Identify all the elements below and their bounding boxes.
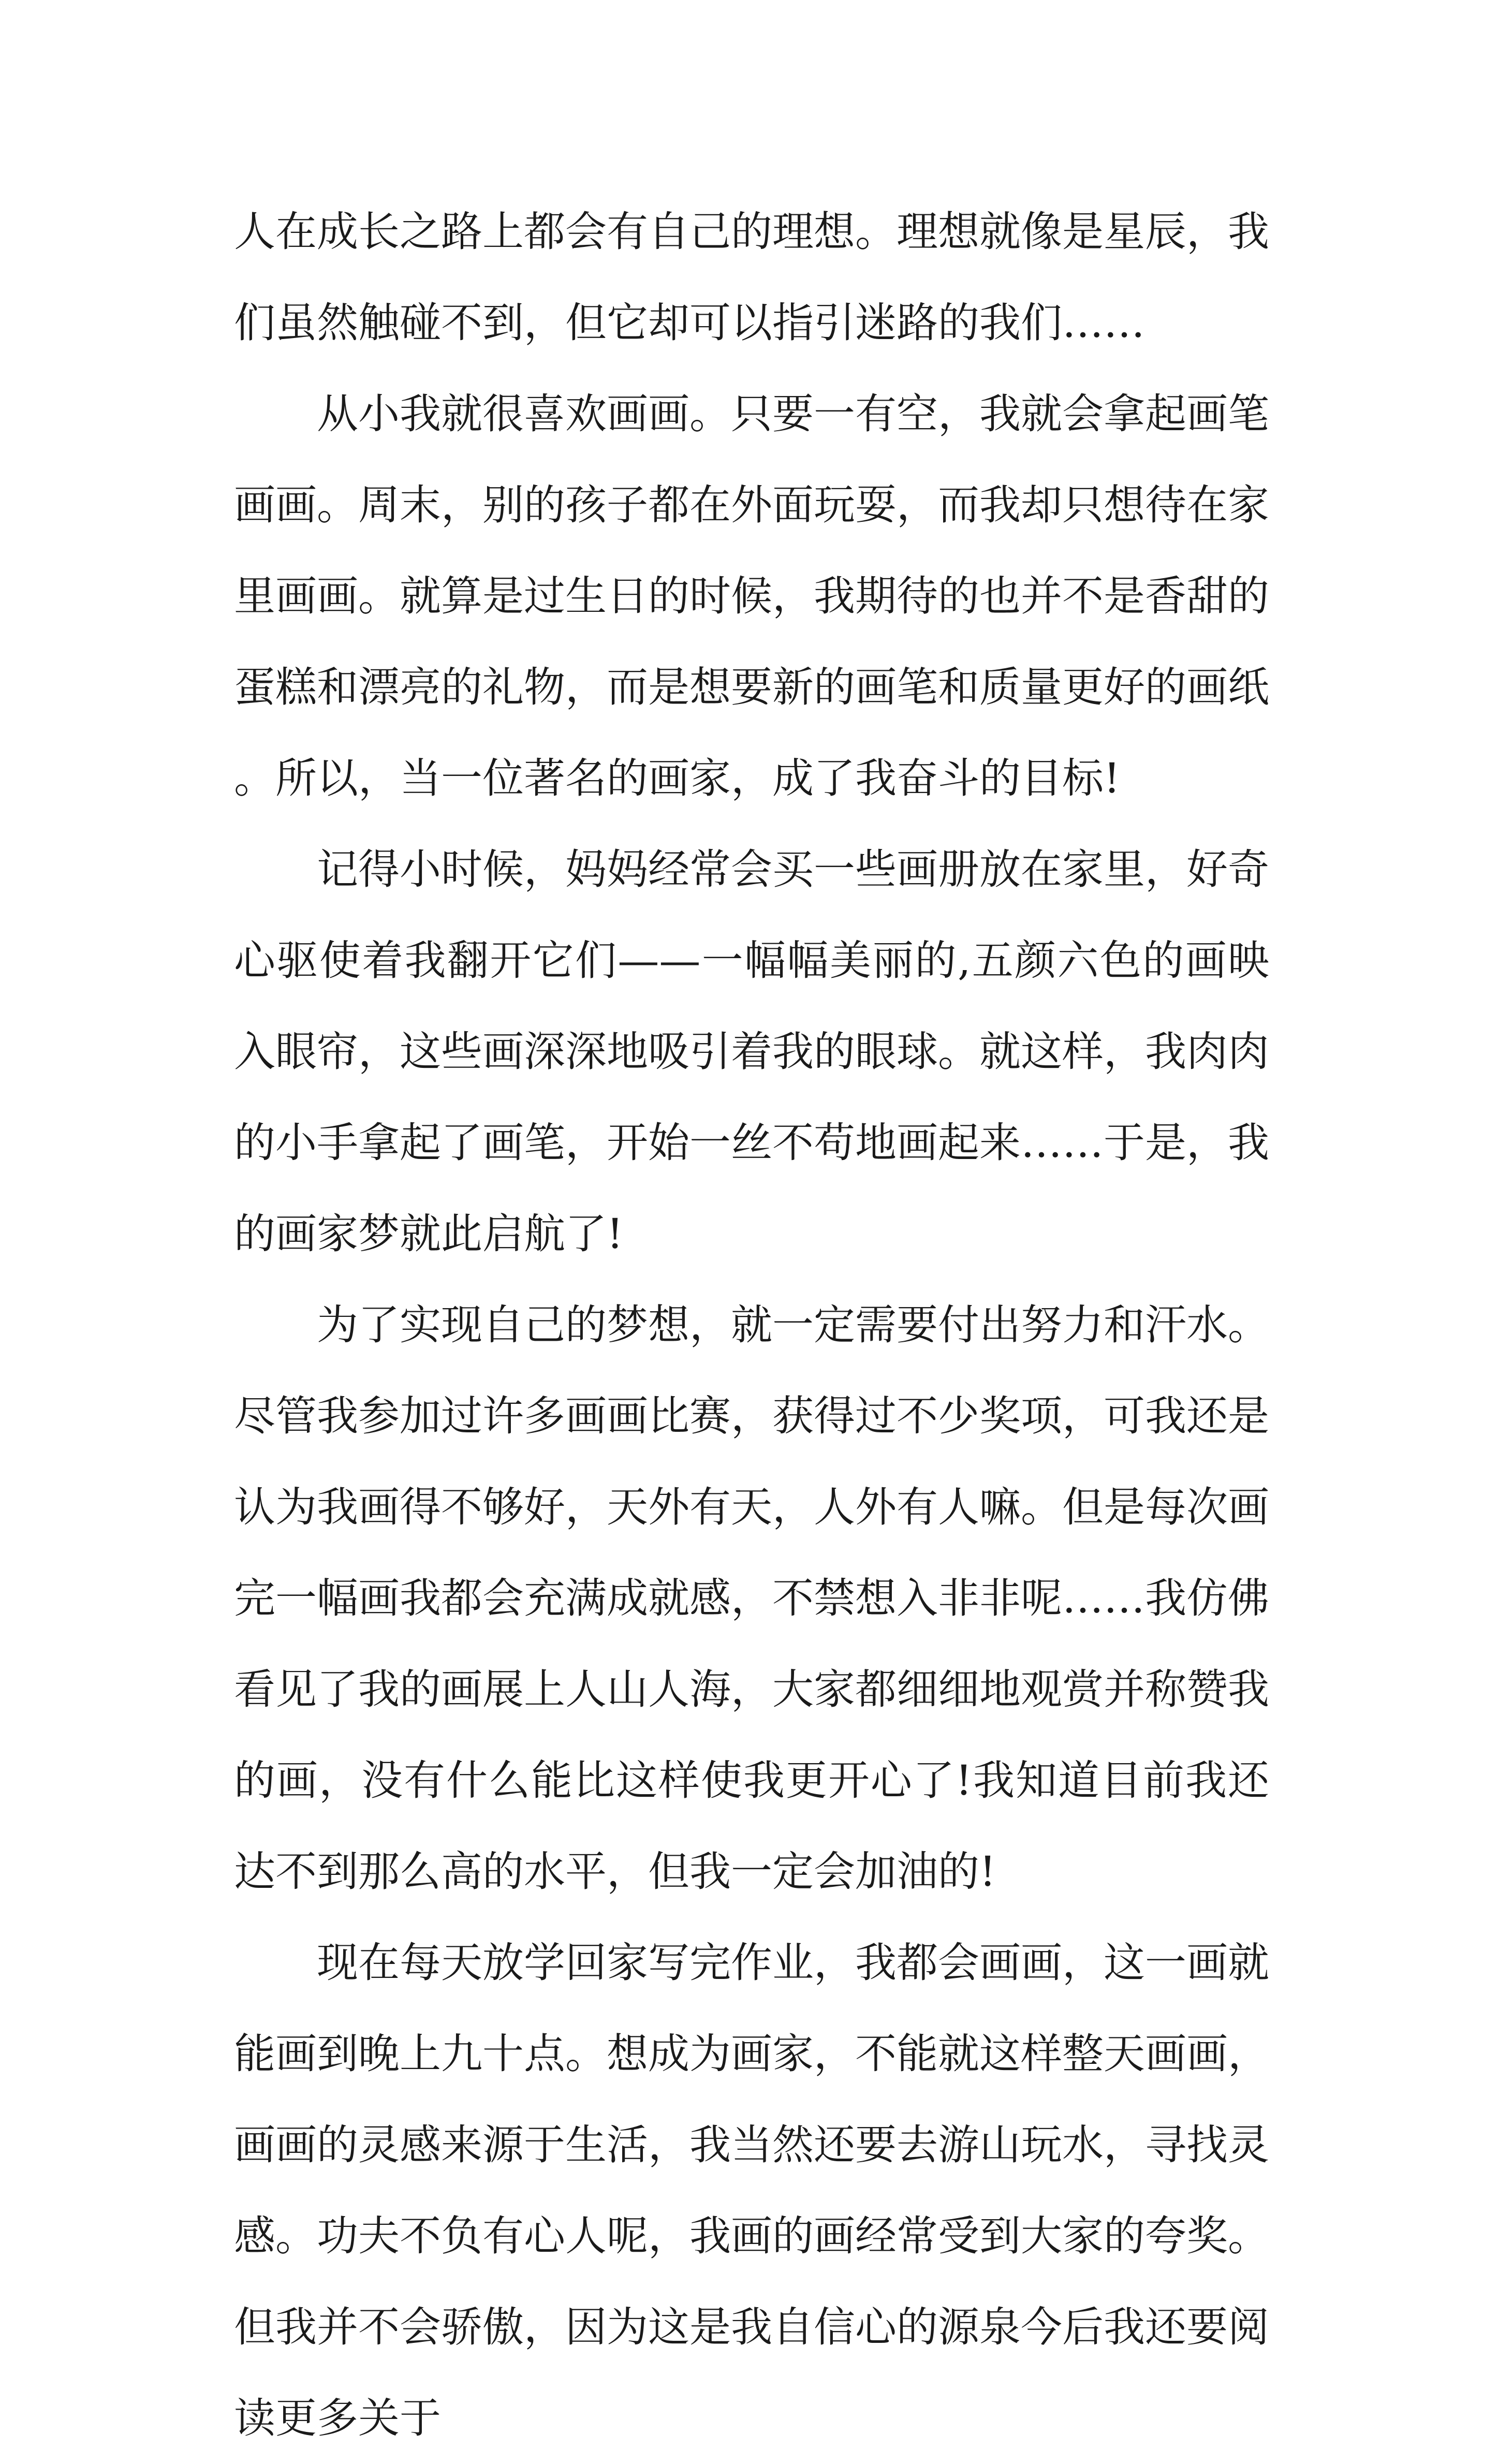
paragraph-1: 人在成长之路上都会有自己的理想。理想就像是星辰，我们虽然触碰不到，但它却可以指引迷路的我们……	[234, 208, 1269, 347]
paragraph-2: 从小我就很喜欢画画。只要一有空，我就会拿起画笔画画。周末，别的孩子都在外面玩耍，而我却只想待在家里画画。就算是过生日的时候，我期待的也并不是香甜的蛋糕和漂亮的礼物，而是想要新的画笔和质量更好的画纸。所以，当一位著名的画家，成了我奋斗的目标!	[234, 390, 1269, 802]
paragraph-3: 记得小时候，妈妈经常会买一些画册放在家里，好奇心驱使着我翻开它们——一幅幅美丽的,五颜六色的画映入眼帘，这些画深深地吸引着我的眼球。就这样，我肉肉的小手拿起了画笔，开始一丝不苟地画起来……于是，我的画家梦就此启航了!	[234, 845, 1269, 1258]
essay-body	[234, 186, 1269, 2464]
paragraph-5: 现在每天放学回家写完作业，我都会画画，这一画就能画到晚上九十点。想成为画家，不能就这样整天画画，画画的灵感来源于生活，我当然还要去游山玩水，寻找灵感。功夫不负有心人呢，我画的画经常受到大家的夸奖。但我并不会骄傲，因为这是我自信心的源泉今后我还要阅读更多关于	[234, 1939, 1269, 2442]
paragraph-4: 为了实现自己的梦想，就一定需要付出努力和汗水。尽管我参加过许多画画比赛，获得过不少奖项，可我还是认为我画得不够好，天外有天，人外有人嘛。但是每次画完一幅画我都会充满成就感，不禁想入非非呢……我仿佛看见了我的画展上人山人海，大家都细细地观赏并称赞我的画，没有什么能比这样使我更开心了!我知道目前我还达不到那么高的水平，但我一定会加油的!	[234, 1301, 1269, 1896]
